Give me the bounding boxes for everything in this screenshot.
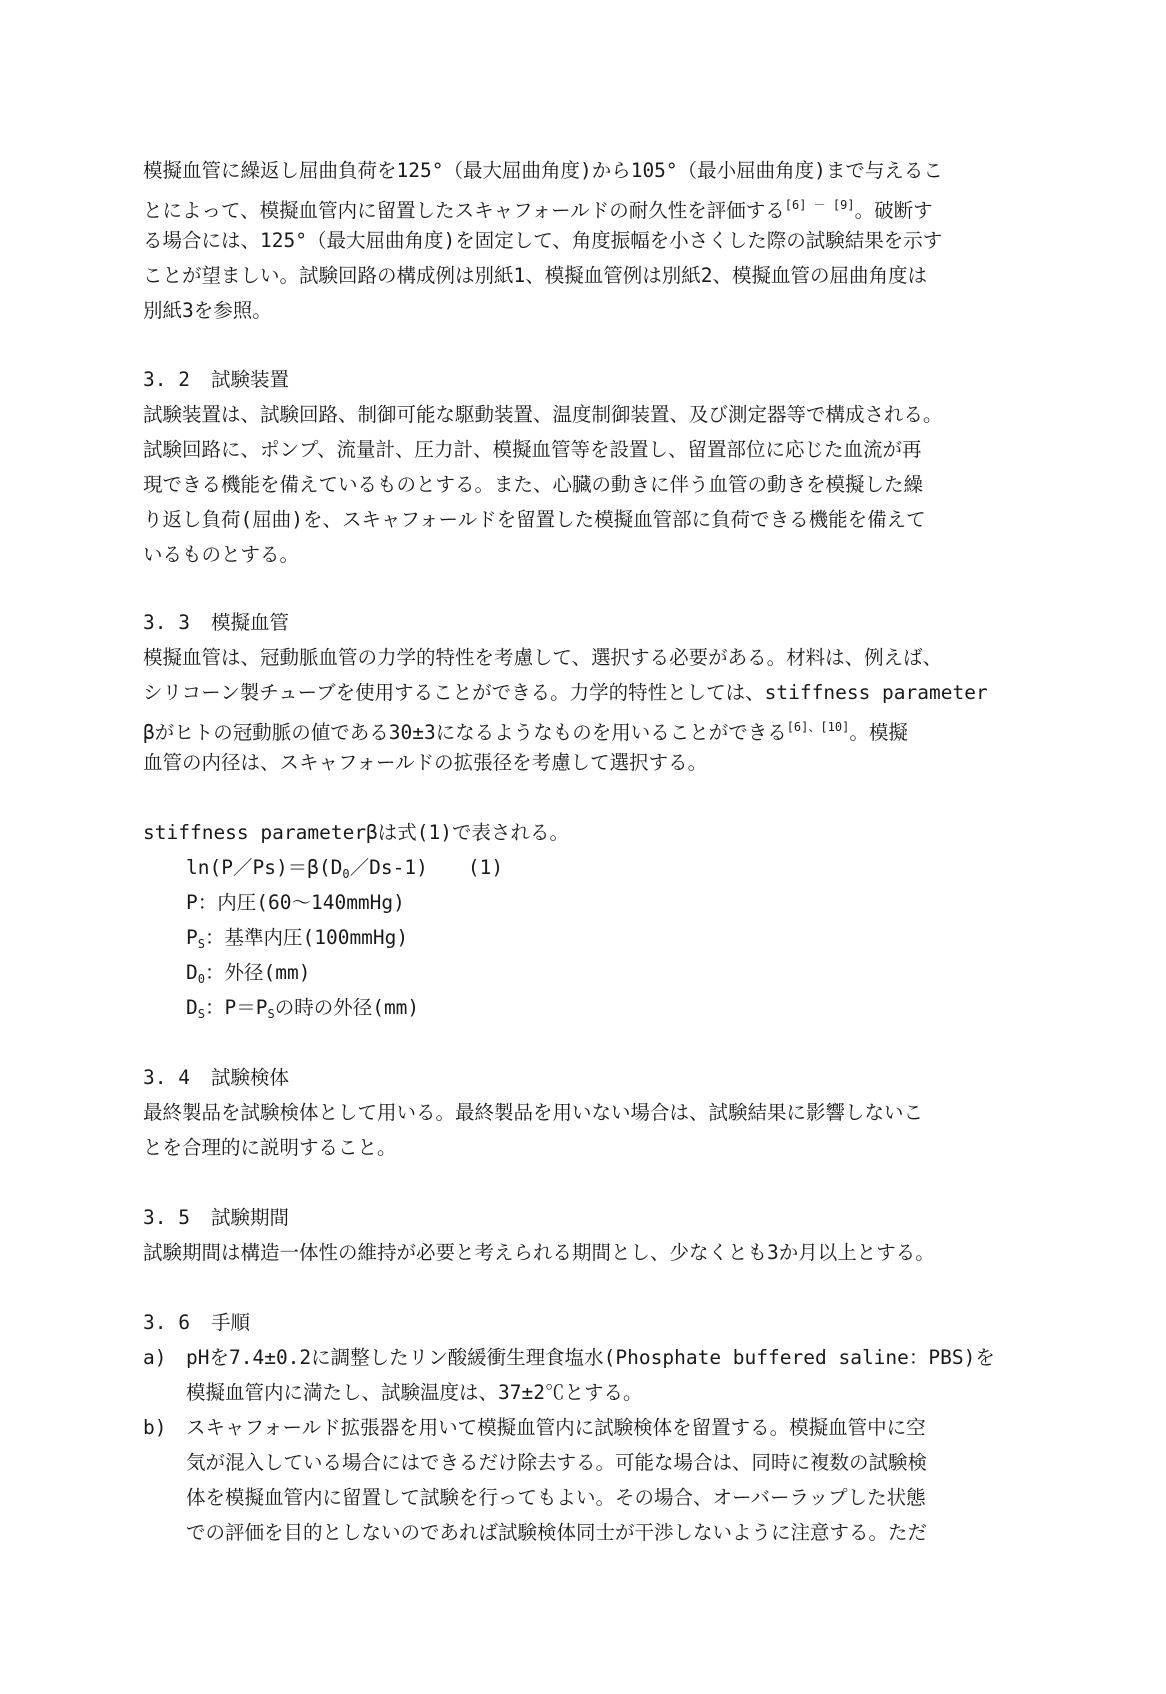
procedure-item-b: b) スキャフォールド拡張器を用いて模擬血管内に試験検体を留置する。模擬血管中に空 気が混入している場合にはできるだけ除去する。可能な場合は、同時に複数の試験検 体を模擬血管内に留置して試験を行ってもよい。その場合、オーバーラップした状態 での評価を目的としないのであれば試験検体同士が干渉しないように注意する。ただ: [143, 1416, 928, 1544]
section-heading: 3. 3 模擬血管: [143, 611, 290, 634]
section-body: 試験装置は、試験回路、制御可能な駆動装置、温度制御装置、及び測定器等で構成される。 試験回路に、ポンプ、流量計、圧力計、模擬血管等を設置し、留置部位に応じた血流が再 現できる機能を備えているものとする。また、心臓の動きに伴う血管の動きを模擬した繰 り返し負荷(屈曲)を、スキャフォールドを留置した模擬血管部に負荷できる機能を備えて いるものとする。: [143, 403, 943, 566]
intro-line: 模擬血管に繰返し屈曲負荷を125°（最大屈曲角度)から105°（最小屈曲角度)まで与えるこ: [143, 159, 943, 182]
citation: [6]、[10]: [786, 720, 850, 734]
intro-line: 別紙3を参照。: [143, 299, 272, 322]
section-3-3: [143, 605, 1033, 780]
def-ps: $P_S$：基準内圧(100mmHg): [186, 926, 409, 951]
section-heading: 3. 4 試験検体: [143, 1066, 290, 1089]
section-heading: 3. 5 試験期間: [143, 1206, 290, 1229]
formula-intro: stiffness parameterβは式(1)で表される。: [143, 821, 570, 844]
intro-paragraph: [143, 153, 1033, 328]
section-heading: 3. 2 試験装置: [143, 368, 290, 391]
section-body: 模擬血管は、冠動脈血管の力学的特性を考慮して、選択する必要がある。材料は、例えば、 シリコーン製チューブを使用することができる。力学的特性としては、stiffness parameter βがヒトの冠動脈の値である30±3になるようなものを用いることができる[6]、[10]。模擬 血管の内径は、スキャフォールドの拡張径を考慮して選択する。: [143, 646, 988, 774]
section-3-4: [143, 1060, 1033, 1165]
def-ds: $D_S$：$P=P_S$の時の外径(mm): [186, 996, 420, 1021]
intro-line: とによって、模擬血管内に留置したスキャフォールドの耐久性を評価する[6] － [9]。破断す: [143, 198, 933, 222]
citation: [6] － [9]: [784, 198, 855, 212]
section-3-5: [143, 1200, 1033, 1270]
section-3-2: [143, 362, 1033, 572]
def-d0: $D_0$：外径(mm): [186, 961, 311, 986]
def-p: P：内圧(60～140mmHg): [186, 891, 405, 914]
procedure-item-a: a) pHを7.4±0.2に調整したリン酸緩衝生理食塩水(Phosphate buffered saline：PBS)を 模擬血管内に満たし、試験温度は、37±2℃とする。: [143, 1346, 995, 1404]
section-body: 最終製品を試験検体として用いる。最終製品を用いない場合は、試験結果に影響しないこ とを合理的に説明すること。: [143, 1101, 924, 1159]
section-body: 試験期間は構造一体性の維持が必要と考えられる期間とし、少なくとも3か月以上とする。: [143, 1241, 935, 1264]
section-heading: 3. 6 手順: [143, 1311, 251, 1334]
section-3-6: [143, 1305, 1033, 1340]
intro-line: る場合には、125°（最大屈曲角度)を固定して、角度振幅を小さくした際の試験結果を示す: [143, 229, 943, 252]
intro-line: ことが望ましい。試験回路の構成例は別紙1、模擬血管例は別紙2、模擬血管の屈曲角度は: [143, 264, 927, 287]
formula: $\ln(P/Ps)=\beta(D_0/Ds-1)$ (1): [186, 856, 504, 881]
